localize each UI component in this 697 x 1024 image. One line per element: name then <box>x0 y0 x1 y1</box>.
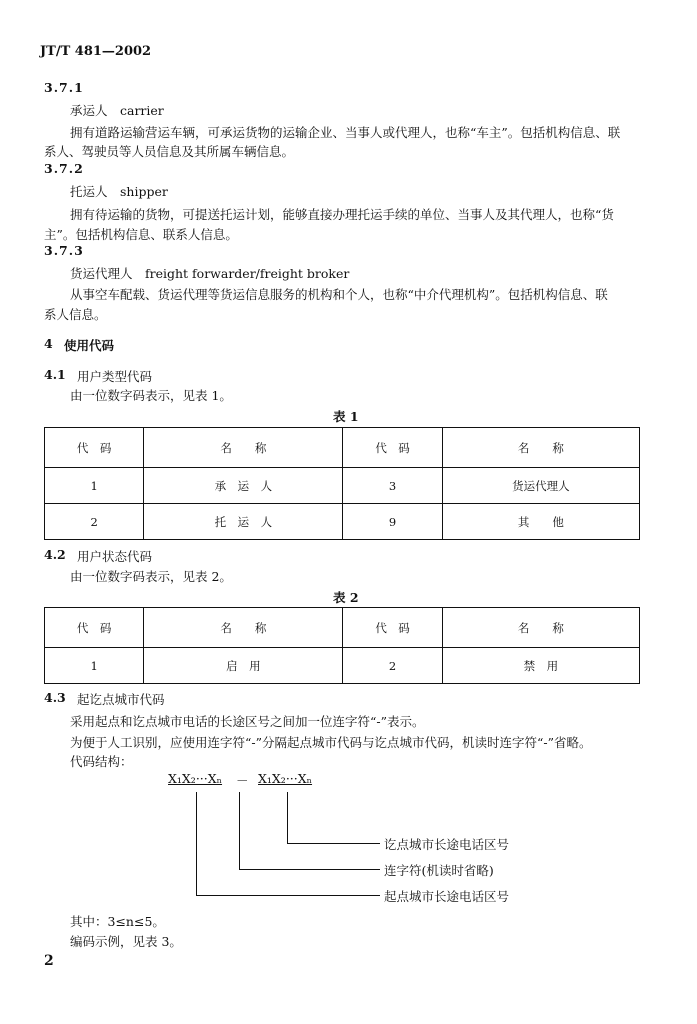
table-row <box>45 504 640 540</box>
definition-text: 从事空车配载、货运代理等货运信息服务的机构和个人，也称“中介代理机构”。包括机构信息、联 <box>70 287 608 302</box>
section-title: 用户状态代码 <box>77 549 153 564</box>
table-cell: 启 用 <box>144 648 343 684</box>
note-text: 其中：3≤n≤5。 <box>70 914 165 929</box>
section-title: 使用代码 <box>64 338 115 353</box>
table-cell: 2 <box>343 648 442 684</box>
table-cell: 托 运 人 <box>144 504 343 540</box>
definition-text: 系人、驾驶员等人员信息及其所属车辆信息。 <box>44 144 295 159</box>
formula-origin-code: X₁X₂···Xₙ <box>168 771 223 786</box>
section-number: 4.3 <box>44 690 66 705</box>
connector-line <box>239 869 380 870</box>
connector-line <box>196 792 197 896</box>
table-header-row <box>45 428 640 468</box>
body-text: 采用起点和讫点城市电话的长途区号之间加一位连字符“-”表示。 <box>70 714 425 729</box>
section-number: 4.2 <box>44 547 66 562</box>
table-header-cell: 代 码 <box>343 428 442 468</box>
formula-label: 讫点城市长途电话区号 <box>384 837 510 852</box>
definition-text: 系人信息。 <box>44 307 107 322</box>
body-text: 为便于人工识别，应使用连字符“-”分隔起点城市代码与讫点城市代码，机读时连字符“-”省略。 <box>70 735 592 750</box>
body-text: 由一位数字码表示，见表 1。 <box>70 388 232 403</box>
table-header-cell: 代 码 <box>45 608 144 648</box>
body-text: 编码示例，见表 3。 <box>70 934 182 949</box>
formula-label: 起点城市长途电话区号 <box>384 889 510 904</box>
table-row <box>45 648 640 684</box>
page-number: 2 <box>44 953 54 969</box>
definition-text: 拥有道路运输营运车辆，可承运货物的运输企业、当事人或代理人，也称“车主”。包括机构信息、联 <box>70 125 621 140</box>
section-number: 3.7.2 <box>44 161 84 176</box>
document-header: JT/T 481—2002 <box>40 44 152 59</box>
formula-destination-code: X₁X₂···Xₙ <box>258 771 313 786</box>
table-cell: 1 <box>45 468 144 504</box>
definition-text: 拥有待运输的货物，可提送托运计划，能够直接办理托运手续的单位、当事人及其代理人，也称“货 <box>70 207 614 222</box>
table-header-cell: 名 称 <box>442 428 639 468</box>
connector-line <box>287 792 288 844</box>
table-header-cell: 名 称 <box>144 428 343 468</box>
connector-line <box>196 895 380 896</box>
definition-text: 主”。包括机构信息、联系人信息。 <box>44 227 238 242</box>
table-cell: 承 运 人 <box>144 468 343 504</box>
table-user-type <box>44 427 640 540</box>
section-title: 起讫点城市代码 <box>77 692 165 707</box>
table-caption: 表 2 <box>333 590 359 605</box>
table-cell: 1 <box>45 648 144 684</box>
table-header-cell: 代 码 <box>343 608 442 648</box>
table-user-status <box>44 607 640 684</box>
term-title: 承运人 carrier <box>70 103 164 118</box>
term-title: 货运代理人 freight forwarder/freight broker <box>70 266 350 281</box>
table-cell: 货运代理人 <box>442 468 639 504</box>
table-cell: 禁 用 <box>442 648 639 684</box>
connector-line <box>287 843 380 844</box>
body-text: 由一位数字码表示，见表 2。 <box>70 569 232 584</box>
section-number: 3.7.3 <box>44 243 84 258</box>
table-header-cell: 代 码 <box>45 428 144 468</box>
table-row <box>45 468 640 504</box>
formula-hyphen: － <box>236 773 249 788</box>
table-header-row <box>45 608 640 648</box>
section-title: 用户类型代码 <box>77 369 153 384</box>
body-text: 代码结构： <box>70 754 133 769</box>
table-header-cell: 名 称 <box>442 608 639 648</box>
formula-label: 连字符(机读时省略) <box>384 863 494 878</box>
term-title: 托运人 shipper <box>70 184 168 199</box>
section-number: 4.1 <box>44 367 66 382</box>
section-number: 3.7.1 <box>44 80 84 95</box>
table-cell: 3 <box>343 468 442 504</box>
table-header-cell: 名 称 <box>144 608 343 648</box>
table-caption: 表 1 <box>333 409 359 424</box>
table-cell: 9 <box>343 504 442 540</box>
connector-line <box>239 792 240 870</box>
section-number: 4 <box>44 336 53 351</box>
table-cell: 2 <box>45 504 144 540</box>
table-cell: 其 他 <box>442 504 639 540</box>
